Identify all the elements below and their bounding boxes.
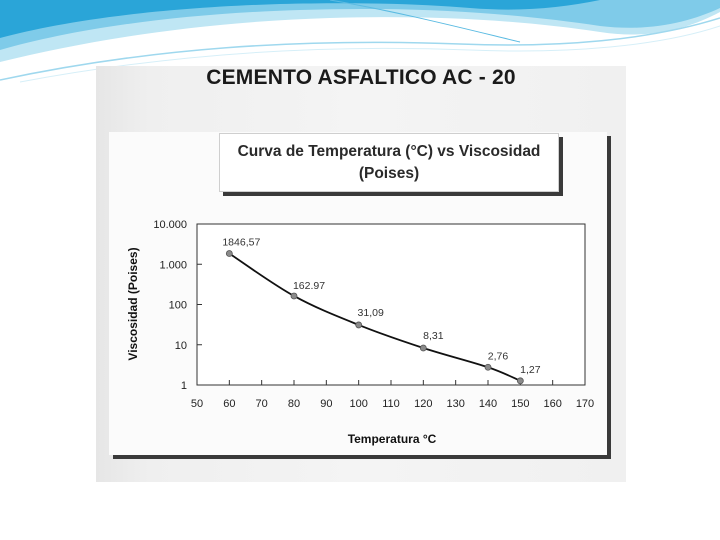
x-tick-label: 150	[511, 398, 530, 410]
data-point-label: 31,09	[357, 306, 384, 319]
y-tick-label: 100	[168, 299, 187, 312]
x-tick-label: 170	[575, 398, 595, 410]
y-tick-label: 1.000	[159, 259, 187, 272]
viscosity-chart	[109, 132, 607, 455]
x-tick-label: 110	[382, 398, 400, 410]
data-point	[517, 378, 523, 384]
x-tick-label: 50	[190, 398, 204, 410]
x-tick-label: 80	[287, 398, 301, 410]
x-tick-label: 130	[446, 398, 465, 410]
chart-title-line-1: Curva de Temperatura (°C) vs Viscosidad	[237, 143, 541, 160]
x-tick-label: 70	[255, 398, 268, 410]
x-tick-label: 90	[320, 398, 333, 410]
y-tick-label: 1	[180, 380, 187, 392]
data-point	[356, 322, 362, 328]
y-tick-label: 10	[174, 339, 187, 352]
data-point-label: 1,27	[520, 363, 541, 376]
data-point-label: 1846,57	[222, 236, 261, 249]
y-axis-ticks	[153, 219, 202, 392]
data-point-label: 8,31	[423, 329, 444, 342]
x-tick-label: 60	[223, 398, 236, 410]
y-tick-label: 10.000	[153, 219, 187, 231]
data-point-label: 162.97	[292, 279, 326, 292]
data-point	[420, 345, 426, 351]
x-tick-label: 160	[543, 398, 562, 410]
data-point	[226, 251, 232, 257]
data-point	[485, 364, 491, 370]
x-tick-label: 100	[349, 398, 368, 410]
y-axis-label: Viscosidad (Poises)	[126, 247, 140, 361]
x-tick-label: 120	[414, 398, 433, 410]
x-tick-label: 140	[478, 398, 498, 410]
data-point-label: 2,76	[487, 350, 509, 363]
data-point	[291, 293, 297, 299]
x-axis-label: Temperatura °C	[347, 432, 437, 446]
slide-title: CEMENTO ASFALTICO AC - 20	[206, 66, 516, 89]
chart-title-line-2: (Poises)	[358, 165, 420, 182]
